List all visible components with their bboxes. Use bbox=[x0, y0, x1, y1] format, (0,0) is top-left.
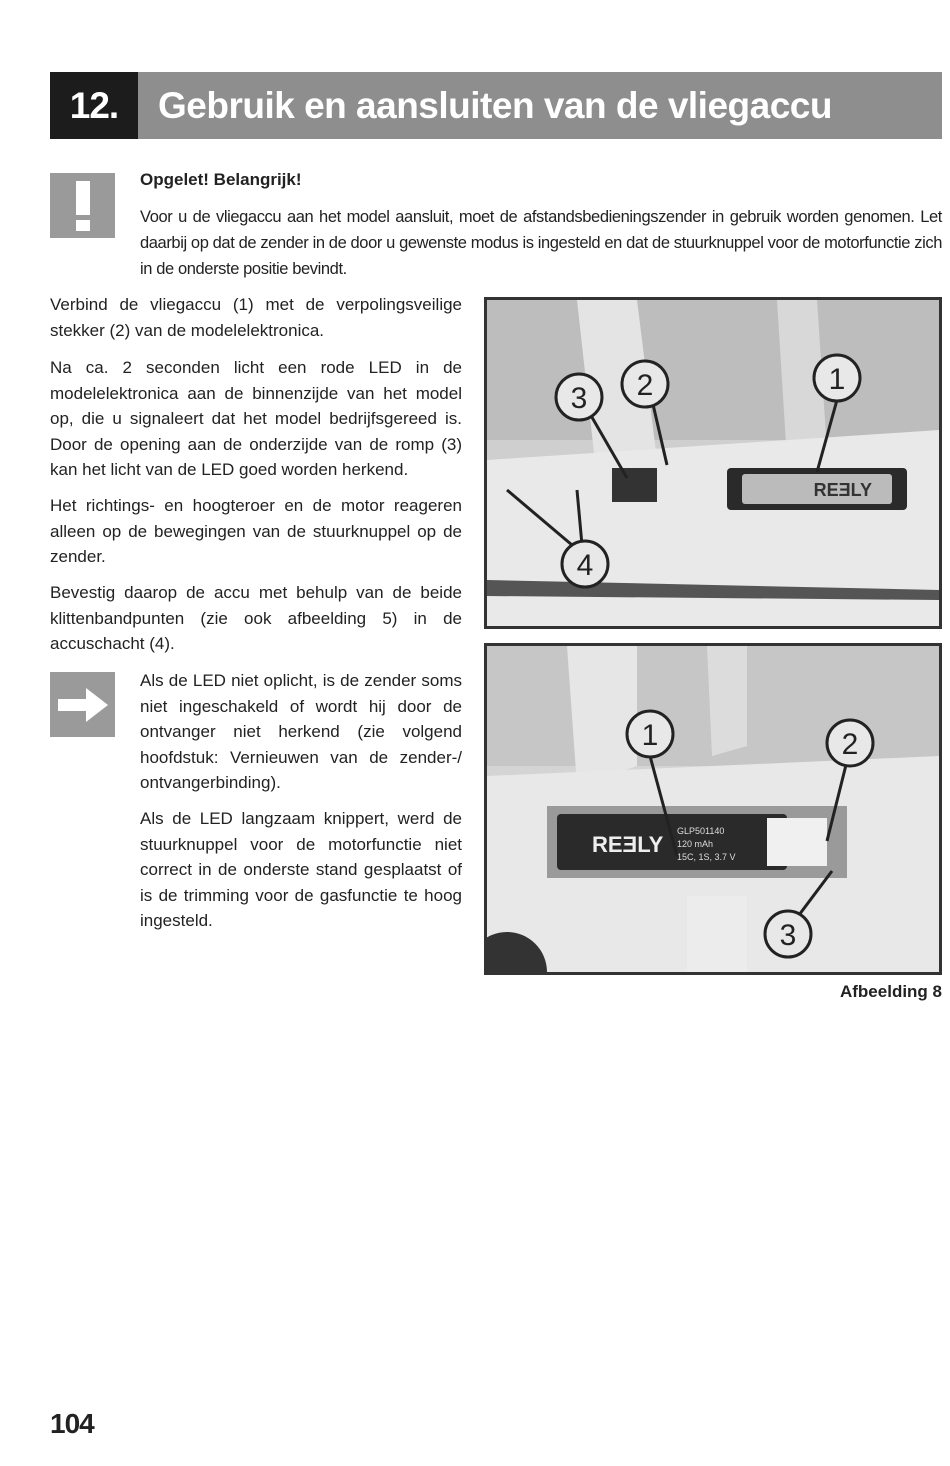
note-led-blink: Als de LED langzaam knippert, werd de stuurknuppel voor de motorfunctie niet correct in de onderste stand gesplaatst of is de trimming voor de gasfunctie te hoog ingesteld. bbox=[140, 809, 462, 930]
photo-bottom bbox=[484, 643, 942, 975]
figure-caption: Afbeelding 8 bbox=[839, 982, 942, 1001]
arrow-right-icon bbox=[50, 672, 115, 737]
warning-text: Voor u de vliegaccu aan het model aansluit, moet de afstandsbedieningszender in gebruik worden genomen. Let daarbij op dat de zender in de door u gewenste modus is ingesteld en dat de stuurknuppel voor de motorfunctie zich in de onderste positie bevindt. bbox=[140, 208, 942, 278]
paragraph-connect: Verbind de vliegaccu (1) met de verpolingsveilige stekker (2) van de modelelektronica. bbox=[50, 295, 462, 340]
callout-1-top bbox=[814, 355, 860, 401]
paragraph-controls: Het richtings- en hoogteroer en de motor reageren alleen op de bewegingen van de stuurknuppel op de zender. bbox=[50, 496, 462, 566]
callout-3-bottom bbox=[765, 911, 811, 957]
exclamation-icon bbox=[50, 173, 115, 238]
callout-2-top bbox=[622, 361, 668, 407]
battery-spec-bottom-0: GLP501140 bbox=[677, 826, 725, 836]
callout-1-bottom bbox=[627, 711, 673, 757]
battery-spec-bottom-1: 120 mAh bbox=[677, 839, 714, 849]
warning-title: Opgelet! Belangrijk! bbox=[140, 170, 302, 189]
photo-top bbox=[484, 297, 942, 629]
paragraph-fasten: Bevestig daarop de accu met behulp van de beide klittenbandpunten (zie ook afbeelding 5) in de accuschacht (4). bbox=[50, 583, 462, 653]
callout-2-bottom bbox=[827, 720, 873, 766]
svg-text:1: 1 bbox=[641, 719, 659, 752]
battery-label-top: REƎLY bbox=[813, 480, 872, 500]
callout-3-top bbox=[556, 374, 602, 420]
svg-text:4: 4 bbox=[576, 549, 594, 582]
battery-label-bottom: REƎLY bbox=[592, 832, 664, 857]
svg-text:3: 3 bbox=[570, 382, 588, 415]
svg-text:2: 2 bbox=[841, 728, 859, 761]
page-number: 104 bbox=[50, 1408, 94, 1439]
section-header bbox=[50, 72, 942, 139]
callout-4-top bbox=[562, 541, 608, 587]
section-number: 12. bbox=[50, 72, 138, 139]
svg-text:2: 2 bbox=[636, 369, 654, 402]
paragraph-led: Na ca. 2 seconden licht een rode LED in de modelelektronica aan de binnenzijde van het model op, die u signaleert dat het model bedrijfsgereed is. Door de opening aan de onderzijde van de romp (3) kan het licht van de LED goed worden herkend. bbox=[50, 358, 462, 479]
svg-text:3: 3 bbox=[779, 919, 797, 952]
section-title: Gebruik en aansluiten van de vliegaccu bbox=[138, 72, 942, 139]
battery-spec-bottom-2: 15C, 1S, 3.7 V bbox=[677, 852, 736, 862]
note-led-off: Als de LED niet oplicht, is de zender soms niet ingeschakeld of wordt hij door de ontvanger niet herkend (zie volgend hoofdstuk: Vernieuwen van de zender-/ ontvangerbinding). bbox=[140, 671, 462, 792]
svg-text:1: 1 bbox=[828, 363, 846, 396]
